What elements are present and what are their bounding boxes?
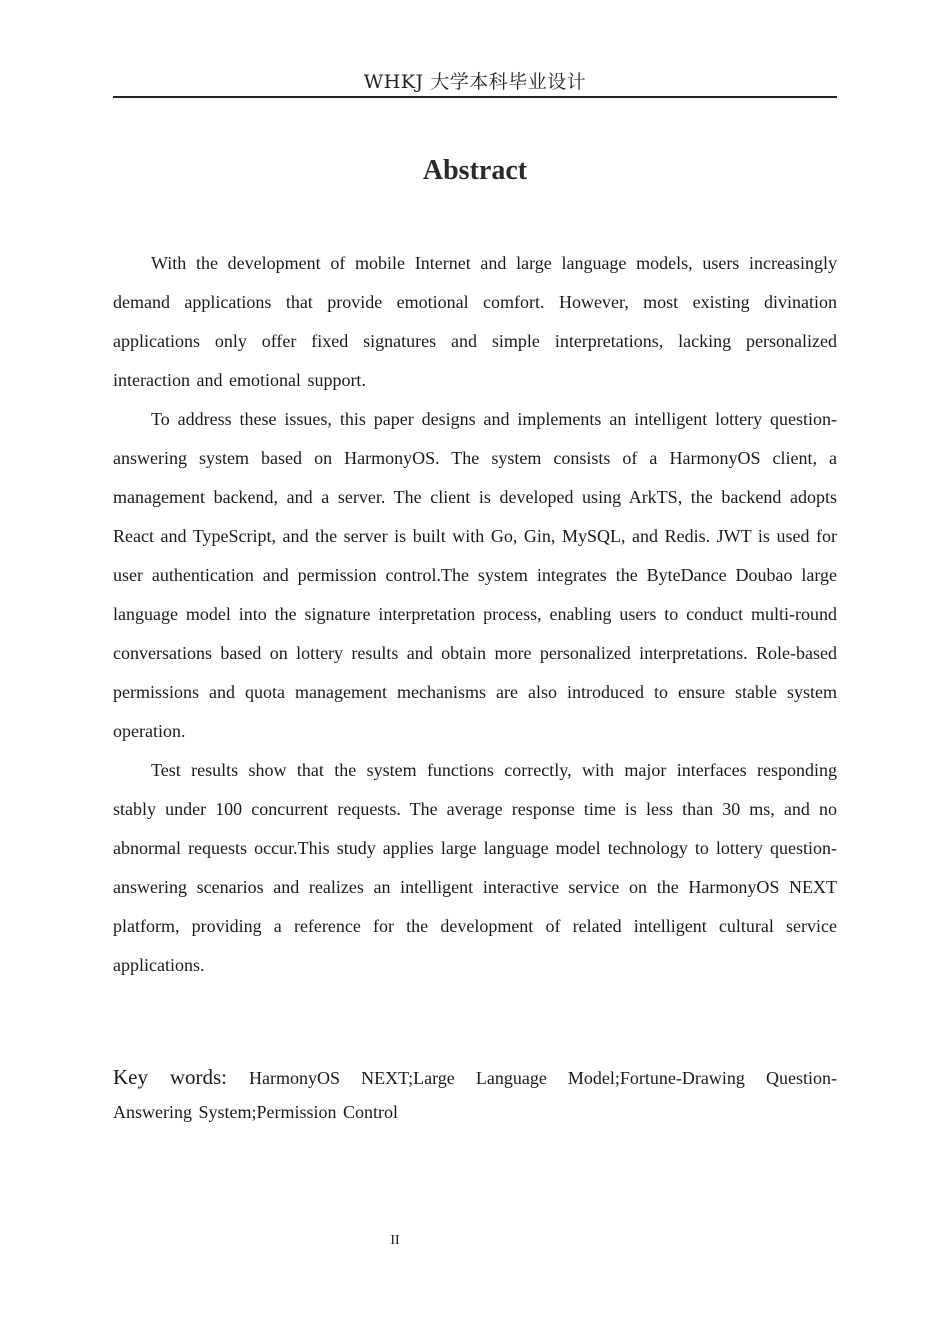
keywords-section — [113, 1060, 837, 1129]
abstract-title: Abstract — [422, 155, 528, 186]
abstract-paragraph-2: To address these issues, this paper designs and implements an intelligent lottery question-answering system based on HarmonyOS. The system consists of a HarmonyOS client, a management backend, and a server. The client is developed using ArkTS, the backend adopts React and TypeScript, and the server is built with Go, Gin, MySQL, and Redis. JWT is used for user authentication and permission control.The system integrates the ByteDance Doubao large language model into the signature interpretation process, enabling users to conduct multi-round conversations based on lottery results and obtain more personalized interpretations. Role-based permissions and quota management mechanisms are also introduced to ensure stable system operation. — [113, 409, 837, 741]
keywords-text: HarmonyOS NEXT;Large Language Model;Fortune-Drawing Question-Answering System;Permission Control — [113, 1068, 837, 1122]
abstract-body — [113, 244, 837, 985]
page-header — [113, 68, 837, 98]
abstract-paragraph-3: Test results show that the system functions correctly, with major interfaces responding stably under 100 concurrent requests. The average response time is less than 30 ms, and no abnormal requests occur.This study applies large language model technology to lottery question-answering scenarios and realizes an intelligent interactive service on the HarmonyOS NEXT platform, providing a reference for the development of related intelligent cultural service applications. — [113, 760, 837, 975]
keywords-label: Key words: — [113, 1065, 228, 1089]
abstract-paragraph-1: With the development of mobile Internet and large language models, users increasingly demand applications that provide emotional comfort. However, most existing divination applications only offer fixed signatures and simple interpretations, lacking personalized interaction and emotional support. — [113, 253, 837, 390]
header-text: WHKJ 大学本科毕业设计 — [363, 71, 587, 93]
page-number: II — [390, 1233, 400, 1248]
